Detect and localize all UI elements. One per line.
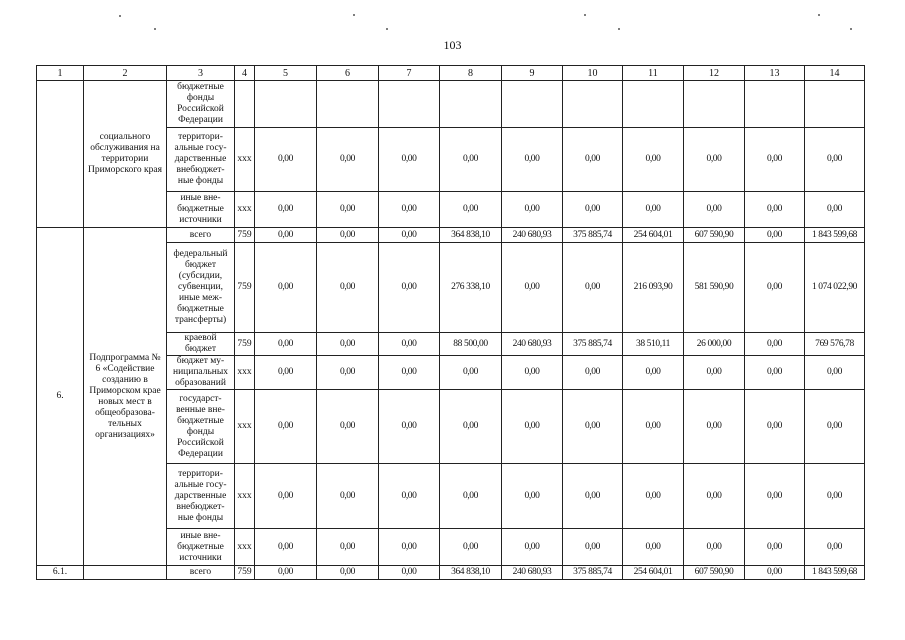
funding-source: иные вне-бюджетные источники <box>167 529 235 566</box>
amount-cell: 0,00 <box>684 128 745 192</box>
amount-cell: 581 590,90 <box>684 243 745 333</box>
amount-cell: 26 000,00 <box>684 333 745 356</box>
funding-source: всего <box>167 566 235 580</box>
scan-speck <box>618 28 620 30</box>
amount-cell: 0,00 <box>440 192 502 228</box>
amount-cell <box>623 81 684 128</box>
funding-source: всего <box>167 228 235 243</box>
amount-cell: 0,00 <box>745 356 805 390</box>
amount-cell: 0,00 <box>623 356 684 390</box>
amount-cell: 0,00 <box>623 128 684 192</box>
amount-cell: 0,00 <box>317 333 379 356</box>
table-row <box>37 228 865 243</box>
amount-cell: 0,00 <box>379 192 440 228</box>
amount-cell: 0,00 <box>317 356 379 390</box>
amount-cell: 1 843 599,68 <box>805 566 865 580</box>
funding-source: бюджетные фонды Российской Федерации <box>167 81 235 128</box>
amount-cell: 0,00 <box>563 356 623 390</box>
amount-cell: 0,00 <box>745 333 805 356</box>
scan-speck <box>119 15 121 17</box>
amount-cell: 38 510,11 <box>623 333 684 356</box>
amount-cell: 0,00 <box>317 390 379 464</box>
column-header: 6 <box>317 66 379 81</box>
amount-cell: 0,00 <box>317 228 379 243</box>
amount-cell: 276 338,10 <box>440 243 502 333</box>
scan-speck <box>584 14 586 16</box>
amount-cell: 0,00 <box>255 228 317 243</box>
amount-cell <box>684 81 745 128</box>
scan-speck <box>850 28 852 30</box>
budget-code: xxx <box>235 529 255 566</box>
amount-cell: 0,00 <box>745 243 805 333</box>
header-row <box>37 66 865 81</box>
column-header: 5 <box>255 66 317 81</box>
amount-cell: 0,00 <box>502 356 563 390</box>
amount-cell: 0,00 <box>379 529 440 566</box>
amount-cell: 0,00 <box>623 390 684 464</box>
amount-cell: 375 885,74 <box>563 566 623 580</box>
amount-cell: 254 604,01 <box>623 566 684 580</box>
row-number: 6. <box>37 228 84 566</box>
amount-cell: 1 074 022,90 <box>805 243 865 333</box>
amount-cell: 0,00 <box>440 390 502 464</box>
amount-cell: 0,00 <box>379 566 440 580</box>
budget-code: xxx <box>235 390 255 464</box>
budget-code: xxx <box>235 464 255 529</box>
amount-cell: 0,00 <box>563 243 623 333</box>
amount-cell <box>805 81 865 128</box>
scan-speck <box>386 28 388 30</box>
budget-code: 759 <box>235 566 255 580</box>
amount-cell: 0,00 <box>745 464 805 529</box>
row-number <box>37 81 84 228</box>
column-header: 2 <box>84 66 167 81</box>
funding-source: краевой бюджет <box>167 333 235 356</box>
amount-cell: 240 680,93 <box>502 333 563 356</box>
amount-cell: 0,00 <box>317 192 379 228</box>
amount-cell: 0,00 <box>255 464 317 529</box>
amount-cell: 607 590,90 <box>684 566 745 580</box>
amount-cell: 0,00 <box>745 192 805 228</box>
amount-cell: 0,00 <box>502 464 563 529</box>
amount-cell: 0,00 <box>684 464 745 529</box>
column-header: 3 <box>167 66 235 81</box>
amount-cell: 364 838,10 <box>440 228 502 243</box>
amount-cell: 0,00 <box>805 464 865 529</box>
table-row <box>37 566 865 580</box>
scan-speck <box>154 28 156 30</box>
amount-cell: 88 500,00 <box>440 333 502 356</box>
column-header: 13 <box>745 66 805 81</box>
amount-cell: 0,00 <box>805 128 865 192</box>
amount-cell: 0,00 <box>317 529 379 566</box>
column-header: 8 <box>440 66 502 81</box>
amount-cell: 0,00 <box>255 128 317 192</box>
amount-cell: 0,00 <box>745 228 805 243</box>
amount-cell: 0,00 <box>440 356 502 390</box>
amount-cell: 0,00 <box>684 356 745 390</box>
amount-cell: 375 885,74 <box>563 228 623 243</box>
amount-cell: 0,00 <box>317 243 379 333</box>
budget-code: 759 <box>235 333 255 356</box>
table-row <box>37 81 865 128</box>
amount-cell: 607 590,90 <box>684 228 745 243</box>
amount-cell: 0,00 <box>805 192 865 228</box>
amount-cell: 0,00 <box>805 356 865 390</box>
amount-cell: 0,00 <box>563 128 623 192</box>
scan-speck <box>353 14 355 16</box>
budget-code: 759 <box>235 243 255 333</box>
amount-cell <box>563 81 623 128</box>
amount-cell: 0,00 <box>440 464 502 529</box>
amount-cell: 240 680,93 <box>502 566 563 580</box>
budget-code: xxx <box>235 356 255 390</box>
row-number: 6.1. <box>37 566 84 580</box>
amount-cell: 769 576,78 <box>805 333 865 356</box>
amount-cell: 0,00 <box>563 390 623 464</box>
amount-cell: 0,00 <box>563 529 623 566</box>
amount-cell: 0,00 <box>805 390 865 464</box>
budget-code: xxx <box>235 128 255 192</box>
program-name: Подпрограмма № 6 «Содействие созданию в Приморском крае новых мест в общеобразова-тельных организациях» <box>84 228 167 566</box>
column-header: 1 <box>37 66 84 81</box>
amount-cell: 0,00 <box>502 128 563 192</box>
amount-cell: 0,00 <box>255 192 317 228</box>
program-name <box>84 566 167 580</box>
amount-cell: 0,00 <box>255 243 317 333</box>
amount-cell: 0,00 <box>379 356 440 390</box>
amount-cell: 1 843 599,68 <box>805 228 865 243</box>
funding-source: федеральный бюджет (субсидии, субвенции, иные меж-бюджетные трансферты) <box>167 243 235 333</box>
program-name: социального обслуживания на территории Приморского края <box>84 81 167 228</box>
amount-cell: 0,00 <box>684 529 745 566</box>
amount-cell: 364 838,10 <box>440 566 502 580</box>
budget-code: xxx <box>235 192 255 228</box>
amount-cell: 0,00 <box>317 128 379 192</box>
amount-cell: 0,00 <box>502 529 563 566</box>
amount-cell <box>255 81 317 128</box>
amount-cell: 375 885,74 <box>563 333 623 356</box>
amount-cell: 0,00 <box>255 356 317 390</box>
amount-cell: 0,00 <box>502 390 563 464</box>
amount-cell: 0,00 <box>255 529 317 566</box>
amount-cell: 0,00 <box>379 464 440 529</box>
column-header: 10 <box>563 66 623 81</box>
column-header: 9 <box>502 66 563 81</box>
column-header: 12 <box>684 66 745 81</box>
amount-cell: 0,00 <box>563 192 623 228</box>
amount-cell: 0,00 <box>745 529 805 566</box>
budget-table <box>36 65 865 580</box>
amount-cell: 0,00 <box>317 566 379 580</box>
amount-cell: 0,00 <box>379 228 440 243</box>
amount-cell <box>317 81 379 128</box>
funding-source: государст-венные вне-бюджетные фонды Российской Федерации <box>167 390 235 464</box>
amount-cell: 0,00 <box>745 128 805 192</box>
amount-cell: 0,00 <box>379 390 440 464</box>
column-header: 4 <box>235 66 255 81</box>
amount-cell: 254 604,01 <box>623 228 684 243</box>
amount-cell: 0,00 <box>379 333 440 356</box>
budget-code: 759 <box>235 228 255 243</box>
amount-cell <box>502 81 563 128</box>
column-header: 14 <box>805 66 865 81</box>
amount-cell: 0,00 <box>255 390 317 464</box>
amount-cell: 0,00 <box>317 464 379 529</box>
amount-cell <box>440 81 502 128</box>
amount-cell: 240 680,93 <box>502 228 563 243</box>
amount-cell: 0,00 <box>623 192 684 228</box>
funding-source: иные вне-бюджетные источники <box>167 192 235 228</box>
amount-cell <box>379 81 440 128</box>
amount-cell: 0,00 <box>805 529 865 566</box>
amount-cell: 0,00 <box>745 566 805 580</box>
column-header: 7 <box>379 66 440 81</box>
amount-cell: 0,00 <box>502 243 563 333</box>
amount-cell: 0,00 <box>255 333 317 356</box>
page-number: 103 <box>443 38 462 52</box>
budget-code <box>235 81 255 128</box>
amount-cell: 0,00 <box>440 128 502 192</box>
scan-speck <box>818 14 820 16</box>
amount-cell <box>745 81 805 128</box>
amount-cell: 0,00 <box>440 529 502 566</box>
amount-cell: 0,00 <box>563 464 623 529</box>
amount-cell: 0,00 <box>623 529 684 566</box>
funding-source: территори-альные госу-дарственные внебюджет-ные фонды <box>167 464 235 529</box>
amount-cell: 0,00 <box>623 464 684 529</box>
amount-cell: 0,00 <box>684 390 745 464</box>
amount-cell: 0,00 <box>684 192 745 228</box>
amount-cell: 216 093,90 <box>623 243 684 333</box>
amount-cell: 0,00 <box>379 128 440 192</box>
amount-cell: 0,00 <box>745 390 805 464</box>
funding-source: территори-альные госу-дарственные внебюджет-ные фонды <box>167 128 235 192</box>
amount-cell: 0,00 <box>379 243 440 333</box>
column-header: 11 <box>623 66 684 81</box>
funding-source: бюджет му-ниципальных образований <box>167 356 235 390</box>
amount-cell: 0,00 <box>255 566 317 580</box>
amount-cell: 0,00 <box>502 192 563 228</box>
